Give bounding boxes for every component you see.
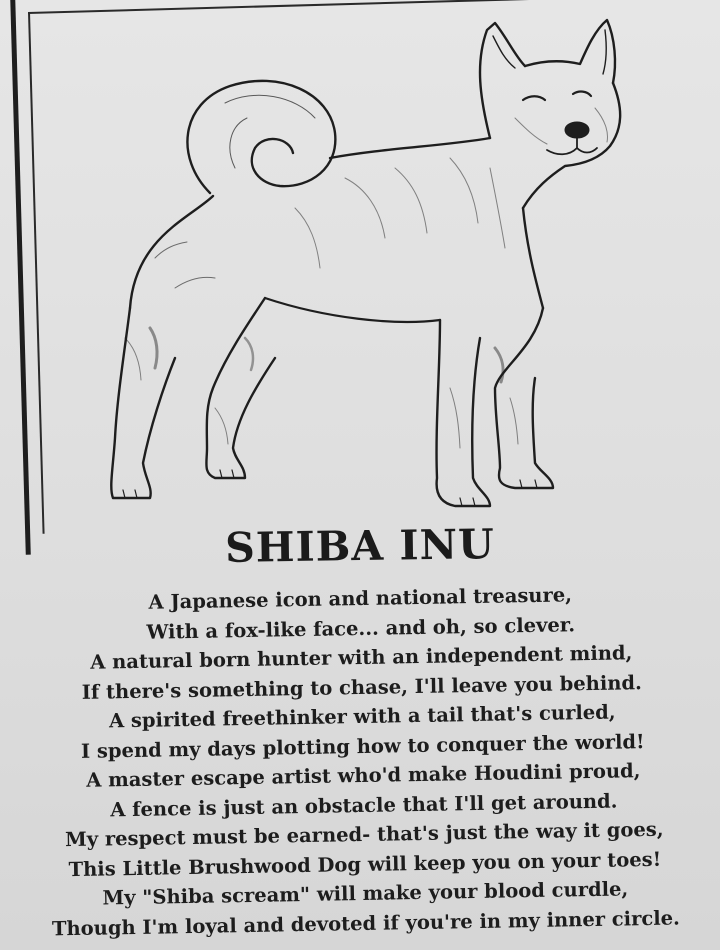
- page-title: SHIBA INU: [224, 520, 496, 572]
- poem-body: [0, 578, 720, 945]
- poem-line: Though I'm loyal and devoted if you're in my inner circle.: [51, 905, 681, 940]
- shiba-inu-dog-icon: [95, 8, 635, 523]
- poem-line: A fence is just an obstacle that I'll get around.: [110, 789, 618, 821]
- poem-line: A spirited freethinker with a tail that's curled,: [108, 700, 616, 733]
- poem-line: A natural born hunter with an independent mind,: [90, 641, 633, 674]
- poem-line: If there's something to chase, I'll leave you behind.: [81, 670, 643, 704]
- poem-line: With a fox-like face... and oh, so clever.: [146, 612, 576, 644]
- poem-line: A master escape artist who'd make Houdini proud,: [86, 759, 641, 792]
- poem-line: My "Shiba scream" will make your blood curdle,: [102, 877, 629, 910]
- poem-line: My respect must be earned- that's just the way it goes,: [64, 817, 664, 852]
- poem-line: This Little Brushwood Dog will keep you on your toes!: [68, 847, 662, 881]
- poem-line: I spend my days plotting how to conquer the world!: [80, 729, 645, 763]
- poem-line: A Japanese icon and national treasure,: [148, 583, 573, 614]
